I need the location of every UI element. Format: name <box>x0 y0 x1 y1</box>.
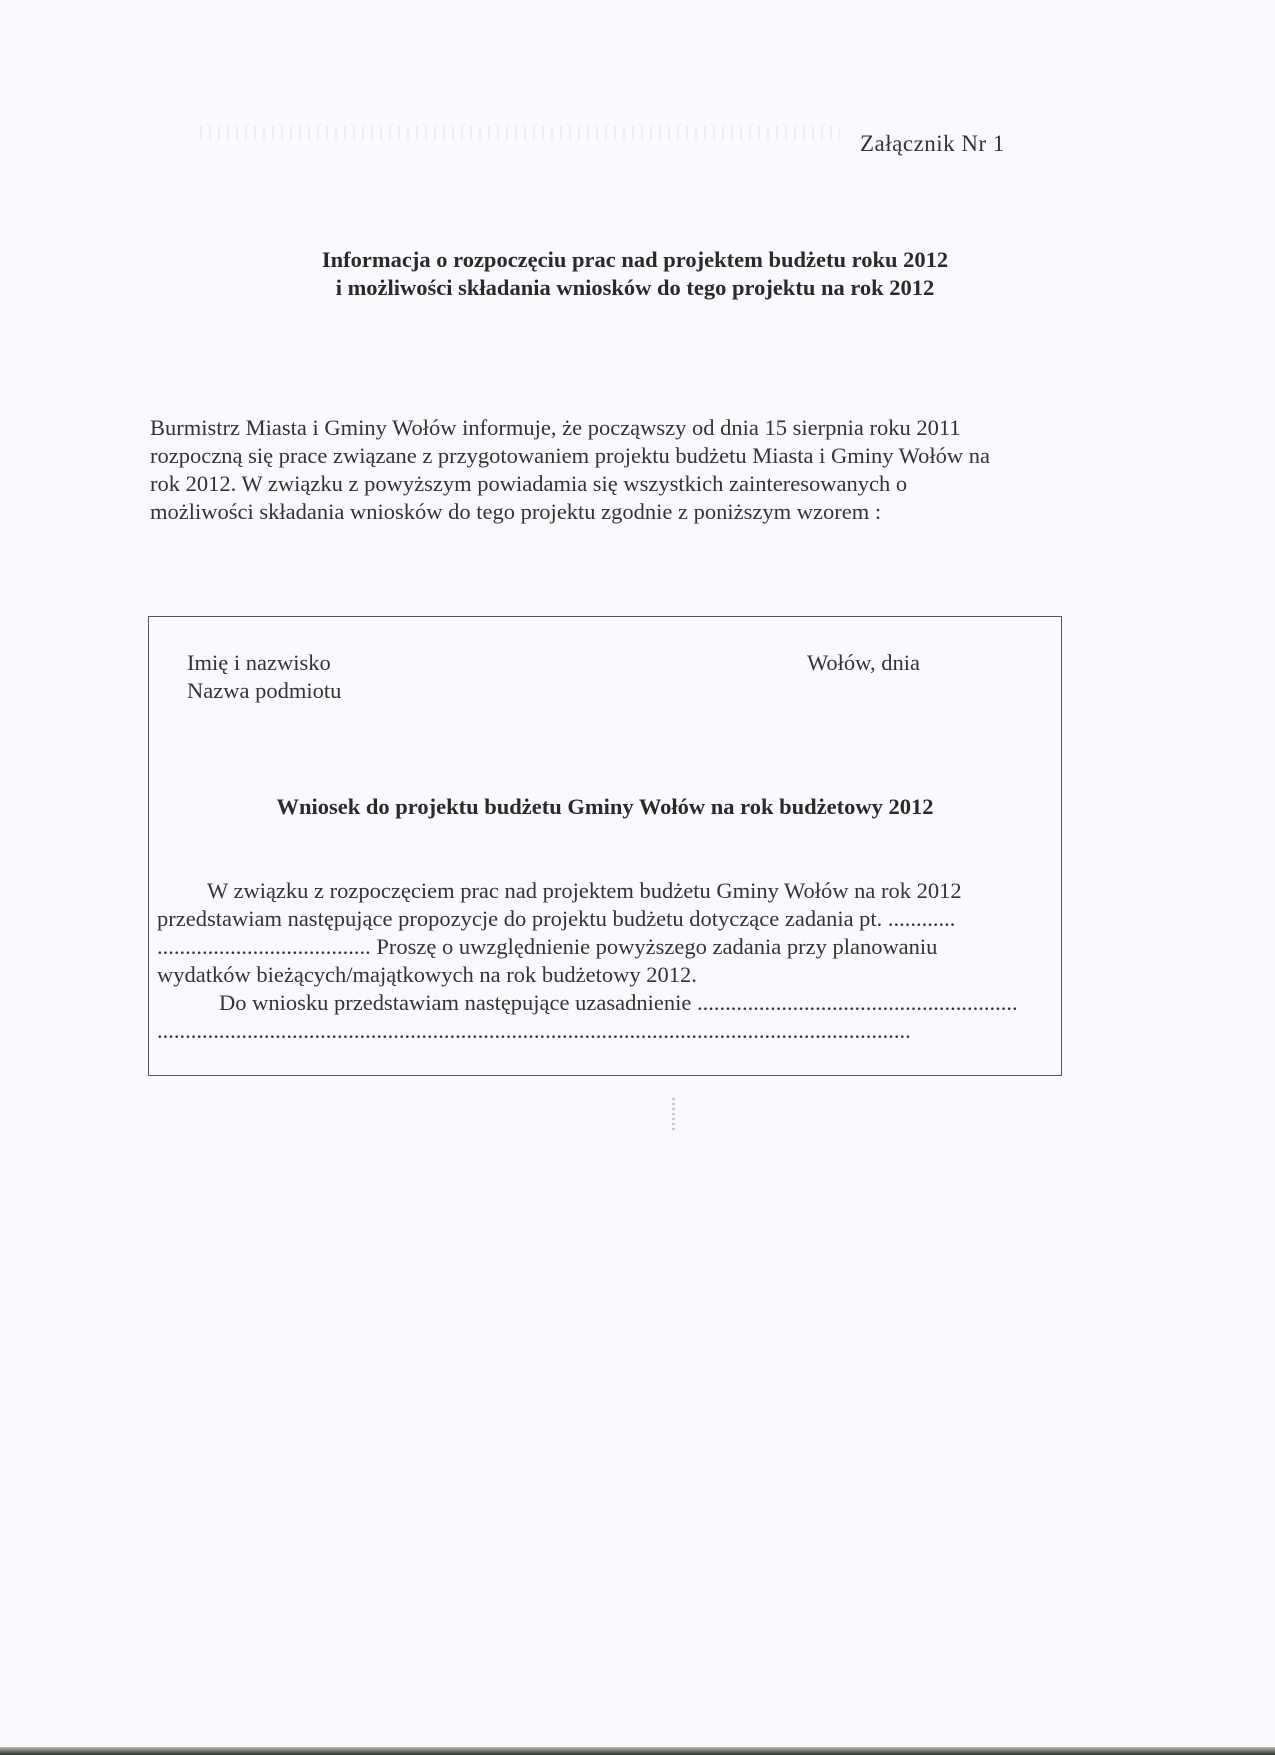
application-body-line: wydatków bieżących/majątkowych na rok budżetowy 2012. <box>157 962 697 987</box>
document-title-line-1: Informacja o rozpoczęciu prac nad projektem budżetu roku 2012 <box>321 247 949 272</box>
application-body-line: przedstawiam następujące propozycje do projektu budżetu dotyczące zadania pt. ............ <box>157 906 956 931</box>
document-title-line-2: i możliwości składania wniosków do tego projektu na rok 2012 <box>335 275 935 300</box>
scan-speck <box>672 1098 675 1132</box>
intro-line: możliwości składania wniosków do tego projektu zgodnie z poniższym wzorem : <box>150 499 882 524</box>
intro-line: rok 2012. W związku z powyższym powiadamia się wszystkich zainteresowanych o <box>150 471 908 496</box>
intro-line: rozpoczną się prace związane z przygotowaniem projektu budżetu Miasta i Gminy Wołów na <box>150 443 990 468</box>
intro-paragraph <box>150 414 1095 526</box>
application-title: Wniosek do projektu budżetu Gminy Wołów na rok budżetowy 2012 <box>276 794 934 819</box>
scan-bottom-edge <box>0 1747 1275 1755</box>
application-template-box <box>148 616 1062 1076</box>
application-body-line: W związku z rozpoczęciem prac nad projektem budżetu Gminy Wołów na rok 2012 <box>207 878 962 903</box>
document-title <box>150 246 1120 302</box>
applicant-block <box>187 649 341 705</box>
application-body <box>157 877 1057 1045</box>
scan-noise <box>200 126 840 140</box>
place-date-label: Wołów, dnia <box>807 650 920 675</box>
entity-label: Nazwa podmiotu <box>187 678 342 703</box>
attachment-label: Załącznik Nr 1 <box>860 131 1005 156</box>
application-body-line: ...................................................................................................................................... <box>157 1018 911 1043</box>
intro-line: Burmistrz Miasta i Gminy Wołów informuje, że począwszy od dnia 15 sierpnia roku 2011 <box>150 415 961 440</box>
application-body-line: Do wniosku przedstawiam następujące uzasadnienie ......................................................... <box>219 990 1018 1015</box>
name-label: Imię i nazwisko <box>187 650 331 675</box>
application-body-line: ...................................... Proszę o uwzględnienie powyższego zadania przy planowaniu <box>157 934 938 959</box>
